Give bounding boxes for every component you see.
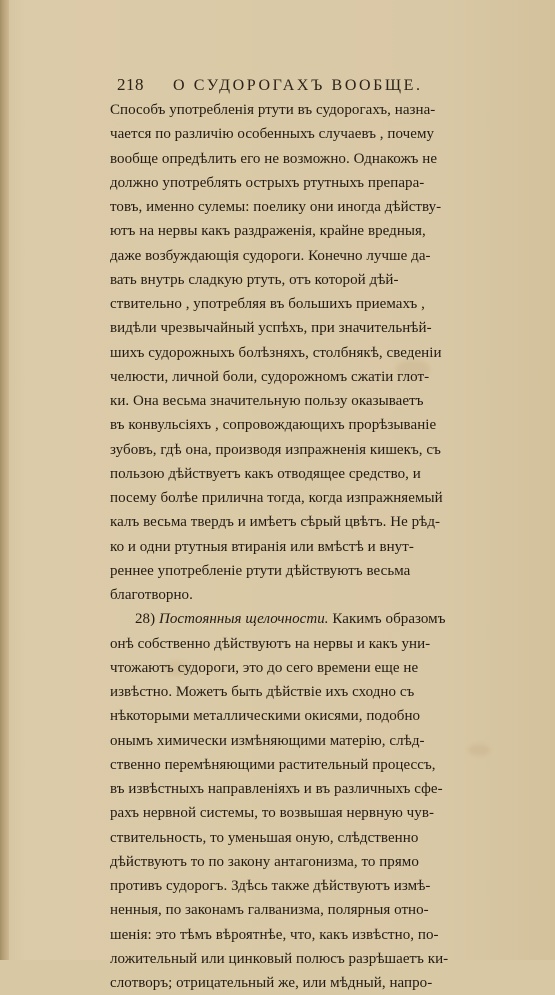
text-line: благотворно.	[110, 587, 193, 603]
section-number: 28)	[135, 611, 156, 628]
text-line: рахъ нервной системы, то возвышая нервную чув-	[110, 805, 434, 822]
text-line: нѣкоторыми металлическими окисями, подобно	[110, 708, 421, 725]
page-edge-shadow	[0, 0, 9, 960]
text-line: товъ, именно сулемы: поелику они иногда дѣйству-	[110, 199, 442, 215]
text-line: вать внутрь сладкую ртуть, отъ которой дѣй-	[110, 271, 399, 288]
text-line: реннее употребленіе ртути дѣйствуютъ весьма	[110, 562, 411, 579]
section-28-heading-line	[110, 607, 530, 631]
text-line: извѣстно. Можетъ быть дѣйствіе ихъ сходно съ	[110, 684, 415, 700]
text-line: видѣли чрезвычайный успѣхъ, при значительнѣй-	[110, 320, 432, 337]
text-line: зубовъ, гдѣ она, производя изпражненія кишекъ, съ	[110, 441, 441, 458]
text-line: ненныя, по законамъ галванизма, полярныя отно-	[110, 902, 429, 919]
text-line: шенія: это тѣмъ вѣроятнѣе, что, какъ извѣстно, по-	[110, 926, 439, 943]
text-line: Способъ употребленія ртути въ судорогахъ, назна-	[110, 102, 436, 118]
text-line: челюсти, личной боли, судорожномъ сжатіи глот-	[110, 368, 430, 385]
page-number: 218	[117, 75, 144, 94]
section-title: Постоянныя щелочности.	[158, 611, 329, 628]
text-line: ствительность, то уменьшая оную, слѣдственно	[110, 829, 419, 846]
text-line: въ извѣстныхъ направленіяхъ и въ различныхъ сфе-	[110, 781, 443, 797]
text-line: ствительно , употребляя въ большихъ приемахъ ,	[110, 296, 425, 312]
text-line: въ конвульсіяхъ , сопровождающихъ прорѣзываніе	[110, 417, 437, 434]
running-title: О СУДОРОГАХЪ ВООБЩЕ.	[173, 77, 423, 94]
page-body-text	[110, 98, 530, 995]
text-line: ки. Она весьма значительную пользу оказываетъ	[110, 393, 424, 409]
section-first-line-text: Какимъ образомъ	[332, 611, 446, 628]
text-line: онымъ химически измѣняющими матерію, слѣд-	[110, 732, 425, 749]
text-line: противъ судорогъ. Здѣсь также дѣйствуютъ измѣ-	[110, 878, 431, 894]
text-line: посему болѣе прилична тогда, когда изпражняемый	[110, 490, 443, 506]
text-line: вообще опредѣлить его не возможно. Однакожъ не	[110, 150, 438, 167]
text-line: чается по различію особенныхъ случаевъ , почему	[110, 126, 435, 143]
text-line: калъ весьма твердъ и имѣетъ сѣрый цвѣтъ. Не рѣд-	[110, 514, 441, 531]
text-line: ственно перемѣняющими растительный процессъ,	[110, 756, 436, 773]
running-header	[117, 75, 517, 99]
text-line: слотворъ; отрицательный же, или мѣдный, напро-	[110, 975, 433, 991]
text-line: ложительный или цинковый полюсъ разрѣшаетъ ки-	[110, 950, 449, 967]
text-line: дѣйствуютъ то по закону антагонизма, то прямо	[110, 853, 419, 870]
text-line: ютъ на нервы какъ раздраженія, крайне вредныя,	[110, 223, 426, 240]
text-line: ко и одни ртутныя втиранія или вмѣстѣ и внут-	[110, 538, 414, 555]
text-line: должно употреблять острыхъ ртутныхъ препара-	[110, 174, 425, 191]
text-line: онѣ собственно дѣйствуютъ на нервы и какъ уни-	[110, 635, 431, 652]
text-line: чтожаютъ судороги, это до сего времени еще не	[110, 659, 419, 676]
text-line: даже возбуждающія судороги. Конечно лучше да-	[110, 247, 431, 264]
text-line: пользою дѣйствуетъ какъ отводящее средство, и	[110, 465, 421, 482]
text-line: шихъ судорожныхъ болѣзняхъ, столбнякѣ, сведеніи	[110, 344, 442, 361]
